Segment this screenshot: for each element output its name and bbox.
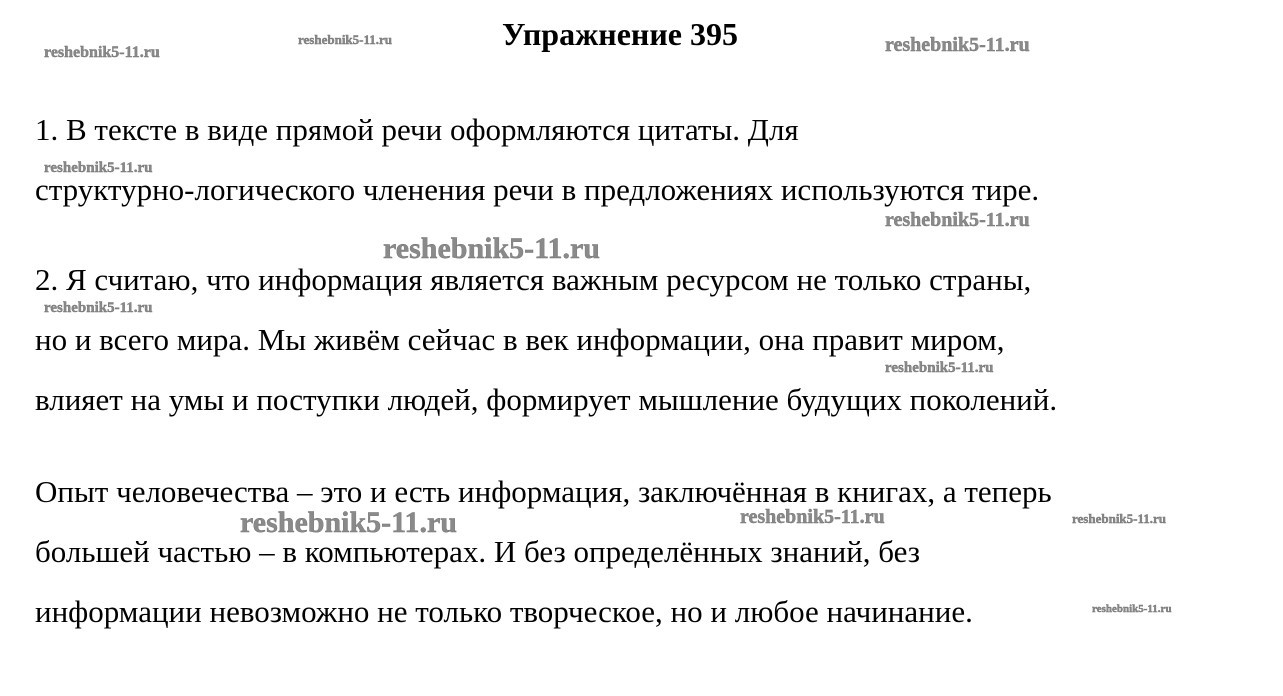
exercise-title: Упражнение 395 — [501, 16, 738, 52]
watermark: reshebnik5-11.ru — [298, 32, 393, 47]
text-line-3: 2. Я считаю, что информация является важным ресурсом не только страны, — [35, 262, 1032, 297]
watermark: reshebnik5-11.ru — [885, 360, 994, 376]
watermark: reshebnik5-11.ru — [885, 209, 1030, 231]
text-line-4: но и всего мира. Мы живём сейчас в век информации, она правит миром, — [35, 322, 1005, 357]
watermark: reshebnik5-11.ru — [44, 300, 153, 316]
watermark: reshebnik5-11.ru — [383, 232, 600, 265]
text-line-8: информации невозможно не только творческое, но и любое начинание. — [35, 594, 973, 629]
watermark: reshebnik5-11.ru — [44, 44, 160, 61]
text-line-5: влияет на умы и поступки людей, формирует мышление будущих поколений. — [35, 382, 1058, 417]
text-line-6: Опыт человечества – это и есть информация, заключённая в книгах, а теперь — [35, 474, 1052, 509]
text-line-1: 1. В тексте в виде прямой речи оформляются цитаты. Для — [35, 112, 799, 147]
watermark: reshebnik5-11.ru — [1092, 603, 1172, 615]
watermark: reshebnik5-11.ru — [740, 506, 885, 528]
text-line-2: структурно-логического членения речи в предложениях используются тире. — [35, 172, 1040, 207]
watermark: reshebnik5-11.ru — [240, 506, 457, 539]
watermark: reshebnik5-11.ru — [1072, 511, 1167, 526]
watermark: reshebnik5-11.ru — [44, 160, 153, 176]
watermark: reshebnik5-11.ru — [885, 34, 1030, 56]
text-line-7: большей частью – в компьютерах. И без определённых знаний, без — [35, 534, 921, 569]
